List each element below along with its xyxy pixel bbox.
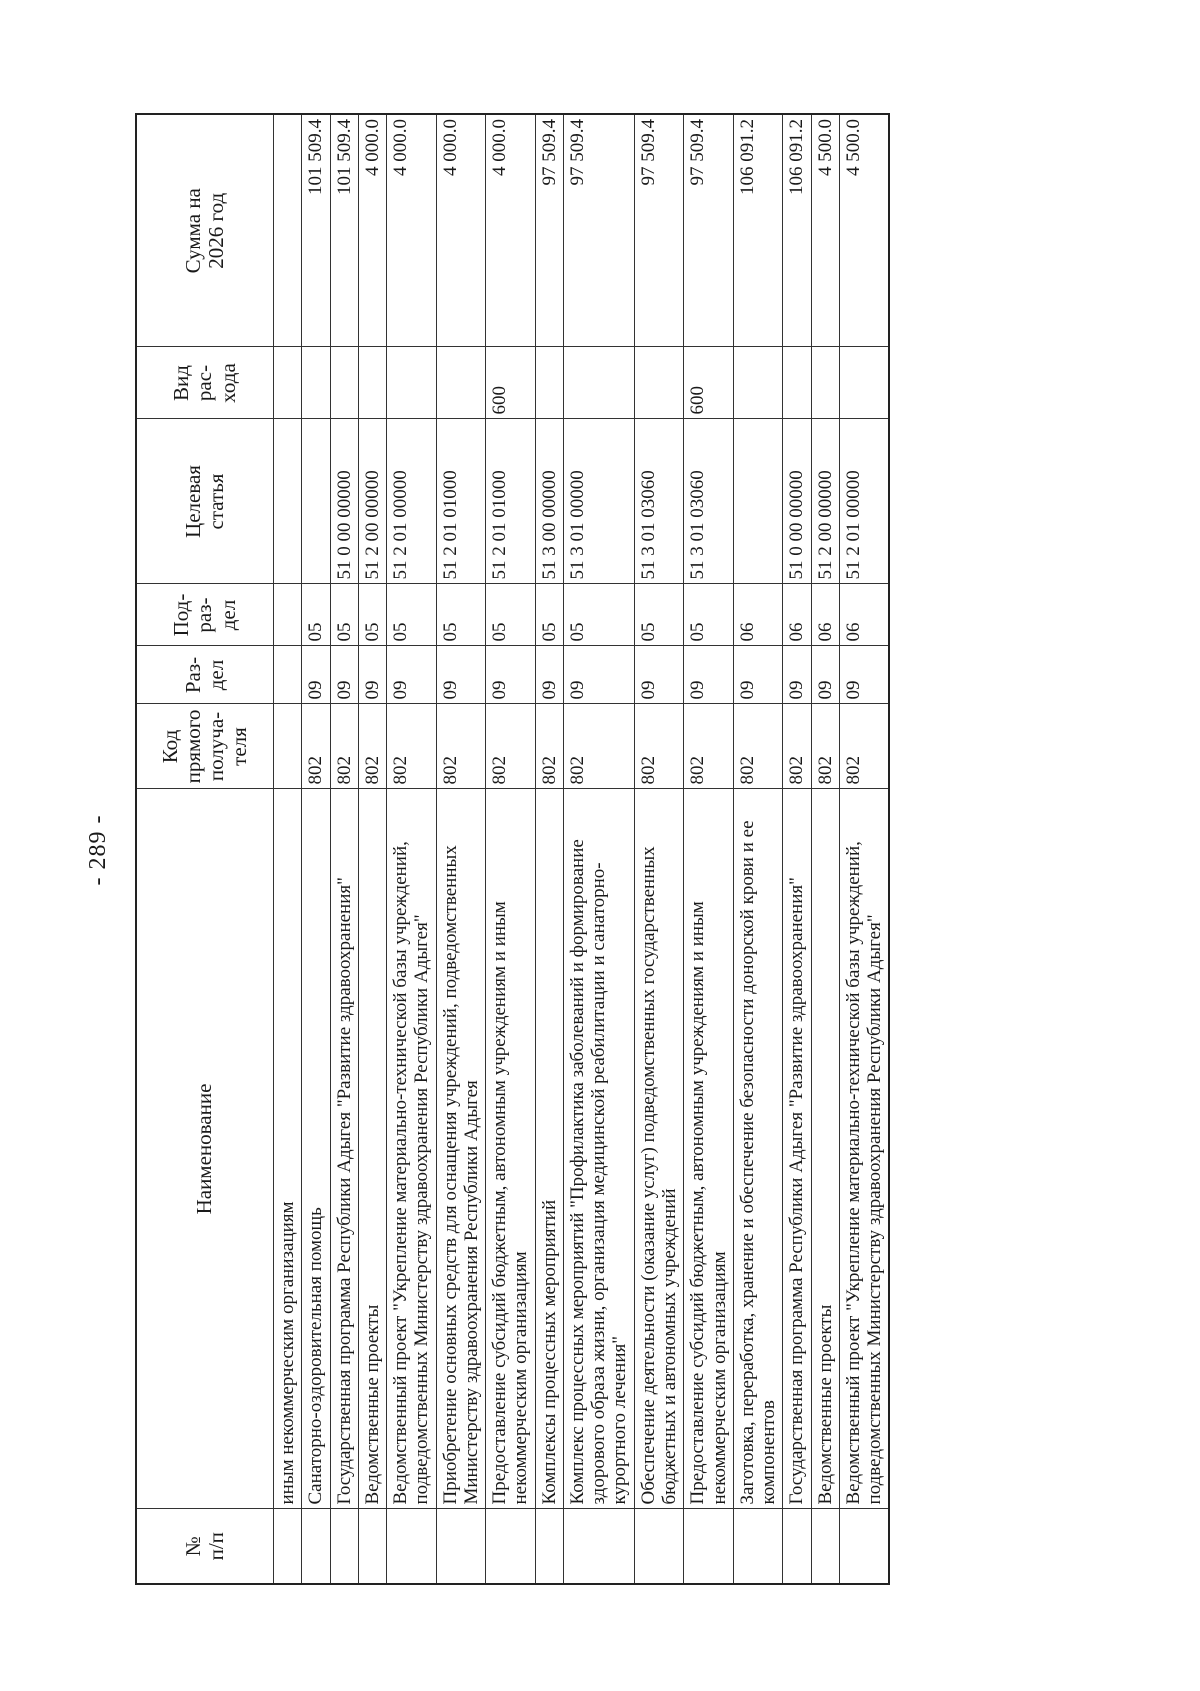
row-number-cell [634,1509,684,1584]
row-summa-cell: 97 509.4 [535,114,563,347]
row-vid-cell [436,347,486,419]
table-row [486,114,536,1584]
row-number-cell [783,1509,811,1584]
row-name-cell: Ведомственный проект "Укрепление материально-технической базы учреждений, подведомственных Министерству здравоохранения Республики Адыгея" [387,789,437,1509]
header-vid: Вид рас- хода [136,347,274,419]
row-kod-cell: 802 [783,704,811,789]
table-row [839,114,889,1584]
table-row [387,114,437,1584]
row-vid-cell [330,347,358,419]
row-celevaya-cell: 51 2 00 00000 [358,419,386,584]
row-summa-cell: 101 509.4 [302,114,330,347]
row-celevaya-cell: 51 2 01 01000 [486,419,536,584]
row-summa-cell: 4 500.0 [839,114,889,347]
row-number-cell [839,1509,889,1584]
table-row [535,114,563,1584]
row-summa-cell: 106 091.2 [783,114,811,347]
header-name: Наименование [136,789,274,1509]
row-razdel-cell: 09 [358,646,386,704]
row-number-cell [302,1509,330,1584]
table-body [274,114,890,1584]
header-kod: Код прямого получа- теля [136,704,274,789]
row-razdel-cell: 09 [387,646,437,704]
row-number-cell [436,1509,486,1584]
table-row [783,114,811,1584]
row-podrazdel-cell: 05 [330,584,358,646]
row-kod-cell: 802 [733,704,783,789]
row-celevaya-cell: 51 3 01 03060 [684,419,734,584]
row-podrazdel-cell: 05 [436,584,486,646]
row-number-cell [811,1509,839,1584]
row-vid-cell: 600 [486,347,536,419]
row-vid-cell [733,347,783,419]
row-name-cell: иным некоммерческим организациям [274,789,302,1509]
row-celevaya-cell: 51 2 01 01000 [436,419,486,584]
row-name-cell: Государственная программа Республики Адыгея "Развитие здравоохранения" [783,789,811,1509]
row-vid-cell [839,347,889,419]
row-kod-cell: 802 [387,704,437,789]
row-name-cell: Приобретение основных средств для оснащения учреждений, подведомственных Министерству здравоохранения Республики Адыгея [436,789,486,1509]
row-summa-cell: 97 509.4 [563,114,634,347]
row-celevaya-cell [274,419,302,584]
row-vid-cell [811,347,839,419]
row-kod-cell: 802 [839,704,889,789]
row-number-cell [486,1509,536,1584]
row-celevaya-cell: 51 2 00 00000 [811,419,839,584]
table-row [302,114,330,1584]
row-podrazdel-cell: 05 [358,584,386,646]
row-name-cell: Заготовка, переработка, хранение и обеспечение безопасности донорской крови и ее компонентов [733,789,783,1509]
row-vid-cell [535,347,563,419]
row-podrazdel-cell: 05 [486,584,536,646]
header-razdel: Раз- дел [136,646,274,704]
row-summa-cell: 4 500.0 [811,114,839,347]
row-celevaya-cell [302,419,330,584]
row-number-cell [733,1509,783,1584]
row-name-cell: Обеспечение деятельности (оказание услуг) подведомственных государственных бюджетных и автономных учреждений [634,789,684,1509]
row-razdel-cell: 09 [486,646,536,704]
row-number-cell [387,1509,437,1584]
row-vid-cell [634,347,684,419]
row-summa-cell: 4 000.0 [358,114,386,347]
row-name-cell: Предоставление субсидий бюджетным, автономным учреждениям и иным некоммерческим организациям [486,789,536,1509]
row-razdel-cell: 09 [330,646,358,704]
row-name-cell: Государственная программа Республики Адыгея "Развитие здравоохранения" [330,789,358,1509]
row-celevaya-cell [733,419,783,584]
row-kod-cell: 802 [436,704,486,789]
row-kod-cell: 802 [563,704,634,789]
row-razdel-cell: 09 [436,646,486,704]
row-vid-cell [302,347,330,419]
row-razdel-cell: 09 [839,646,889,704]
table-row [358,114,386,1584]
row-kod-cell: 802 [535,704,563,789]
row-razdel-cell: 09 [684,646,734,704]
table-row [563,114,634,1584]
row-summa-cell: 4 000.0 [387,114,437,347]
row-podrazdel-cell: 05 [302,584,330,646]
row-podrazdel-cell: 06 [783,584,811,646]
row-name-cell: Ведомственный проект "Укрепление материально-технической базы учреждений, подведомственных Министерству здравоохранения Республики Адыгея" [839,789,889,1509]
row-summa-cell [274,114,302,347]
row-celevaya-cell: 51 3 00 00000 [535,419,563,584]
row-razdel-cell: 09 [634,646,684,704]
row-kod-cell: 802 [358,704,386,789]
table-row [634,114,684,1584]
row-summa-cell: 4 000.0 [486,114,536,347]
row-razdel-cell: 09 [733,646,783,704]
header-celevaya: Целевая статья [136,419,274,584]
table-row [684,114,734,1584]
header-no: № п/п [136,1509,274,1584]
table-row [733,114,783,1584]
header-podrazdel: Под- раз- дел [136,584,274,646]
row-summa-cell: 97 509.4 [684,114,734,347]
row-razdel-cell: 09 [535,646,563,704]
row-name-cell: Ведомственные проекты [358,789,386,1509]
row-podrazdel-cell [274,584,302,646]
row-razdel-cell: 09 [563,646,634,704]
row-vid-cell [274,347,302,419]
row-celevaya-cell: 51 2 01 00000 [387,419,437,584]
row-summa-cell: 101 509.4 [330,114,358,347]
row-vid-cell [387,347,437,419]
row-celevaya-cell: 51 3 01 00000 [563,419,634,584]
row-kod-cell: 802 [811,704,839,789]
row-podrazdel-cell: 06 [733,584,783,646]
table-row [330,114,358,1584]
row-celevaya-cell: 51 2 01 00000 [839,419,889,584]
row-number-cell [274,1509,302,1584]
row-number-cell [535,1509,563,1584]
row-name-cell: Предоставление субсидий бюджетным, автономным учреждениям и иным некоммерческим организациям [684,789,734,1509]
row-podrazdel-cell: 06 [839,584,889,646]
row-name-cell: Комплекс процессных мероприятий "Профилактика заболеваний и формирование здорового образа жизни, организация медицинской реабилитации и санаторно-курортного лечения" [563,789,634,1509]
row-podrazdel-cell: 05 [563,584,634,646]
row-podrazdel-cell: 05 [535,584,563,646]
row-podrazdel-cell: 05 [684,584,734,646]
row-number-cell [563,1509,634,1584]
row-celevaya-cell: 51 3 01 03060 [634,419,684,584]
row-summa-cell: 4 000.0 [436,114,486,347]
row-kod-cell [274,704,302,789]
table-row [436,114,486,1584]
row-celevaya-cell: 51 0 00 00000 [783,419,811,584]
row-razdel-cell: 09 [302,646,330,704]
row-summa-cell: 97 509.4 [634,114,684,347]
table-header-row [136,114,274,1584]
table-row [274,114,302,1584]
table-row [811,114,839,1584]
row-name-cell: Комплексы процессных мероприятий [535,789,563,1509]
row-kod-cell: 802 [486,704,536,789]
row-vid-cell [358,347,386,419]
row-kod-cell: 802 [330,704,358,789]
row-name-cell: Ведомственные проекты [811,789,839,1509]
row-name-cell: Санаторно-оздоровительная помощь [302,789,330,1509]
row-kod-cell: 802 [302,704,330,789]
row-vid-cell [563,347,634,419]
row-podrazdel-cell: 05 [387,584,437,646]
row-kod-cell: 802 [634,704,684,789]
page-number: - 289 - [85,814,111,886]
row-razdel-cell: 09 [811,646,839,704]
row-vid-cell [783,347,811,419]
row-number-cell [330,1509,358,1584]
budget-table [135,113,890,1585]
row-number-cell [358,1509,386,1584]
header-summa: Сумма на 2026 год [136,114,274,347]
row-podrazdel-cell: 06 [811,584,839,646]
row-summa-cell: 106 091.2 [733,114,783,347]
row-vid-cell: 600 [684,347,734,419]
rotated-page [85,115,1070,1585]
row-razdel-cell: 09 [783,646,811,704]
row-podrazdel-cell: 05 [634,584,684,646]
row-number-cell [684,1509,734,1584]
row-razdel-cell [274,646,302,704]
row-celevaya-cell: 51 0 00 00000 [330,419,358,584]
row-kod-cell: 802 [684,704,734,789]
